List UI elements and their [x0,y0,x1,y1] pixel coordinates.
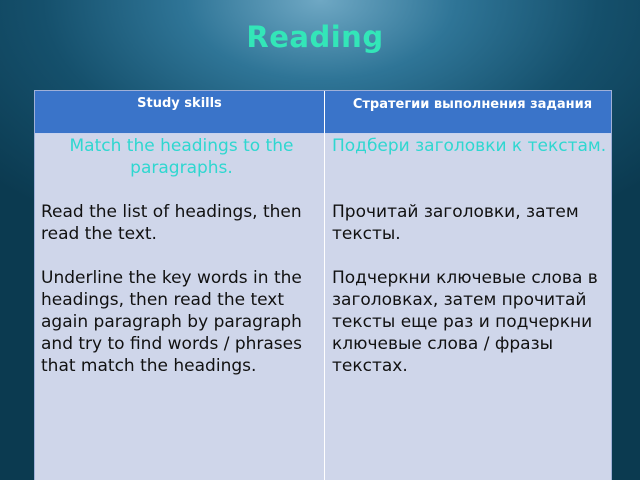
header-study-skills: Study skills [137,96,222,111]
step1-ru: Прочитай заголовки, затем тексты. [332,202,579,244]
step1-en: Read the list of headings, then read the text. [41,202,302,244]
task-ru: Подбери заголовки к текстам. [332,136,607,156]
table-header-row [35,91,611,134]
step2-ru: Подчеркни ключевые слова в заголовках, затем прочитай тексты еще раз и подчеркни ключевые слова / фразы текстах. [332,268,598,376]
strategies-cell [332,135,608,377]
task-en: Match the headings to the paragraphs. [69,136,294,178]
step2-en: Underline the key words in the headings, then read the text again paragraph by paragraph and try to find words / phrases that match the headings. [41,268,302,376]
header-strategies: Стратегии выполнения задания [352,97,593,112]
study-skills-cell [41,135,322,377]
slide-title: Reading [246,20,384,54]
strategy-table [34,90,612,480]
column-divider [324,91,325,480]
